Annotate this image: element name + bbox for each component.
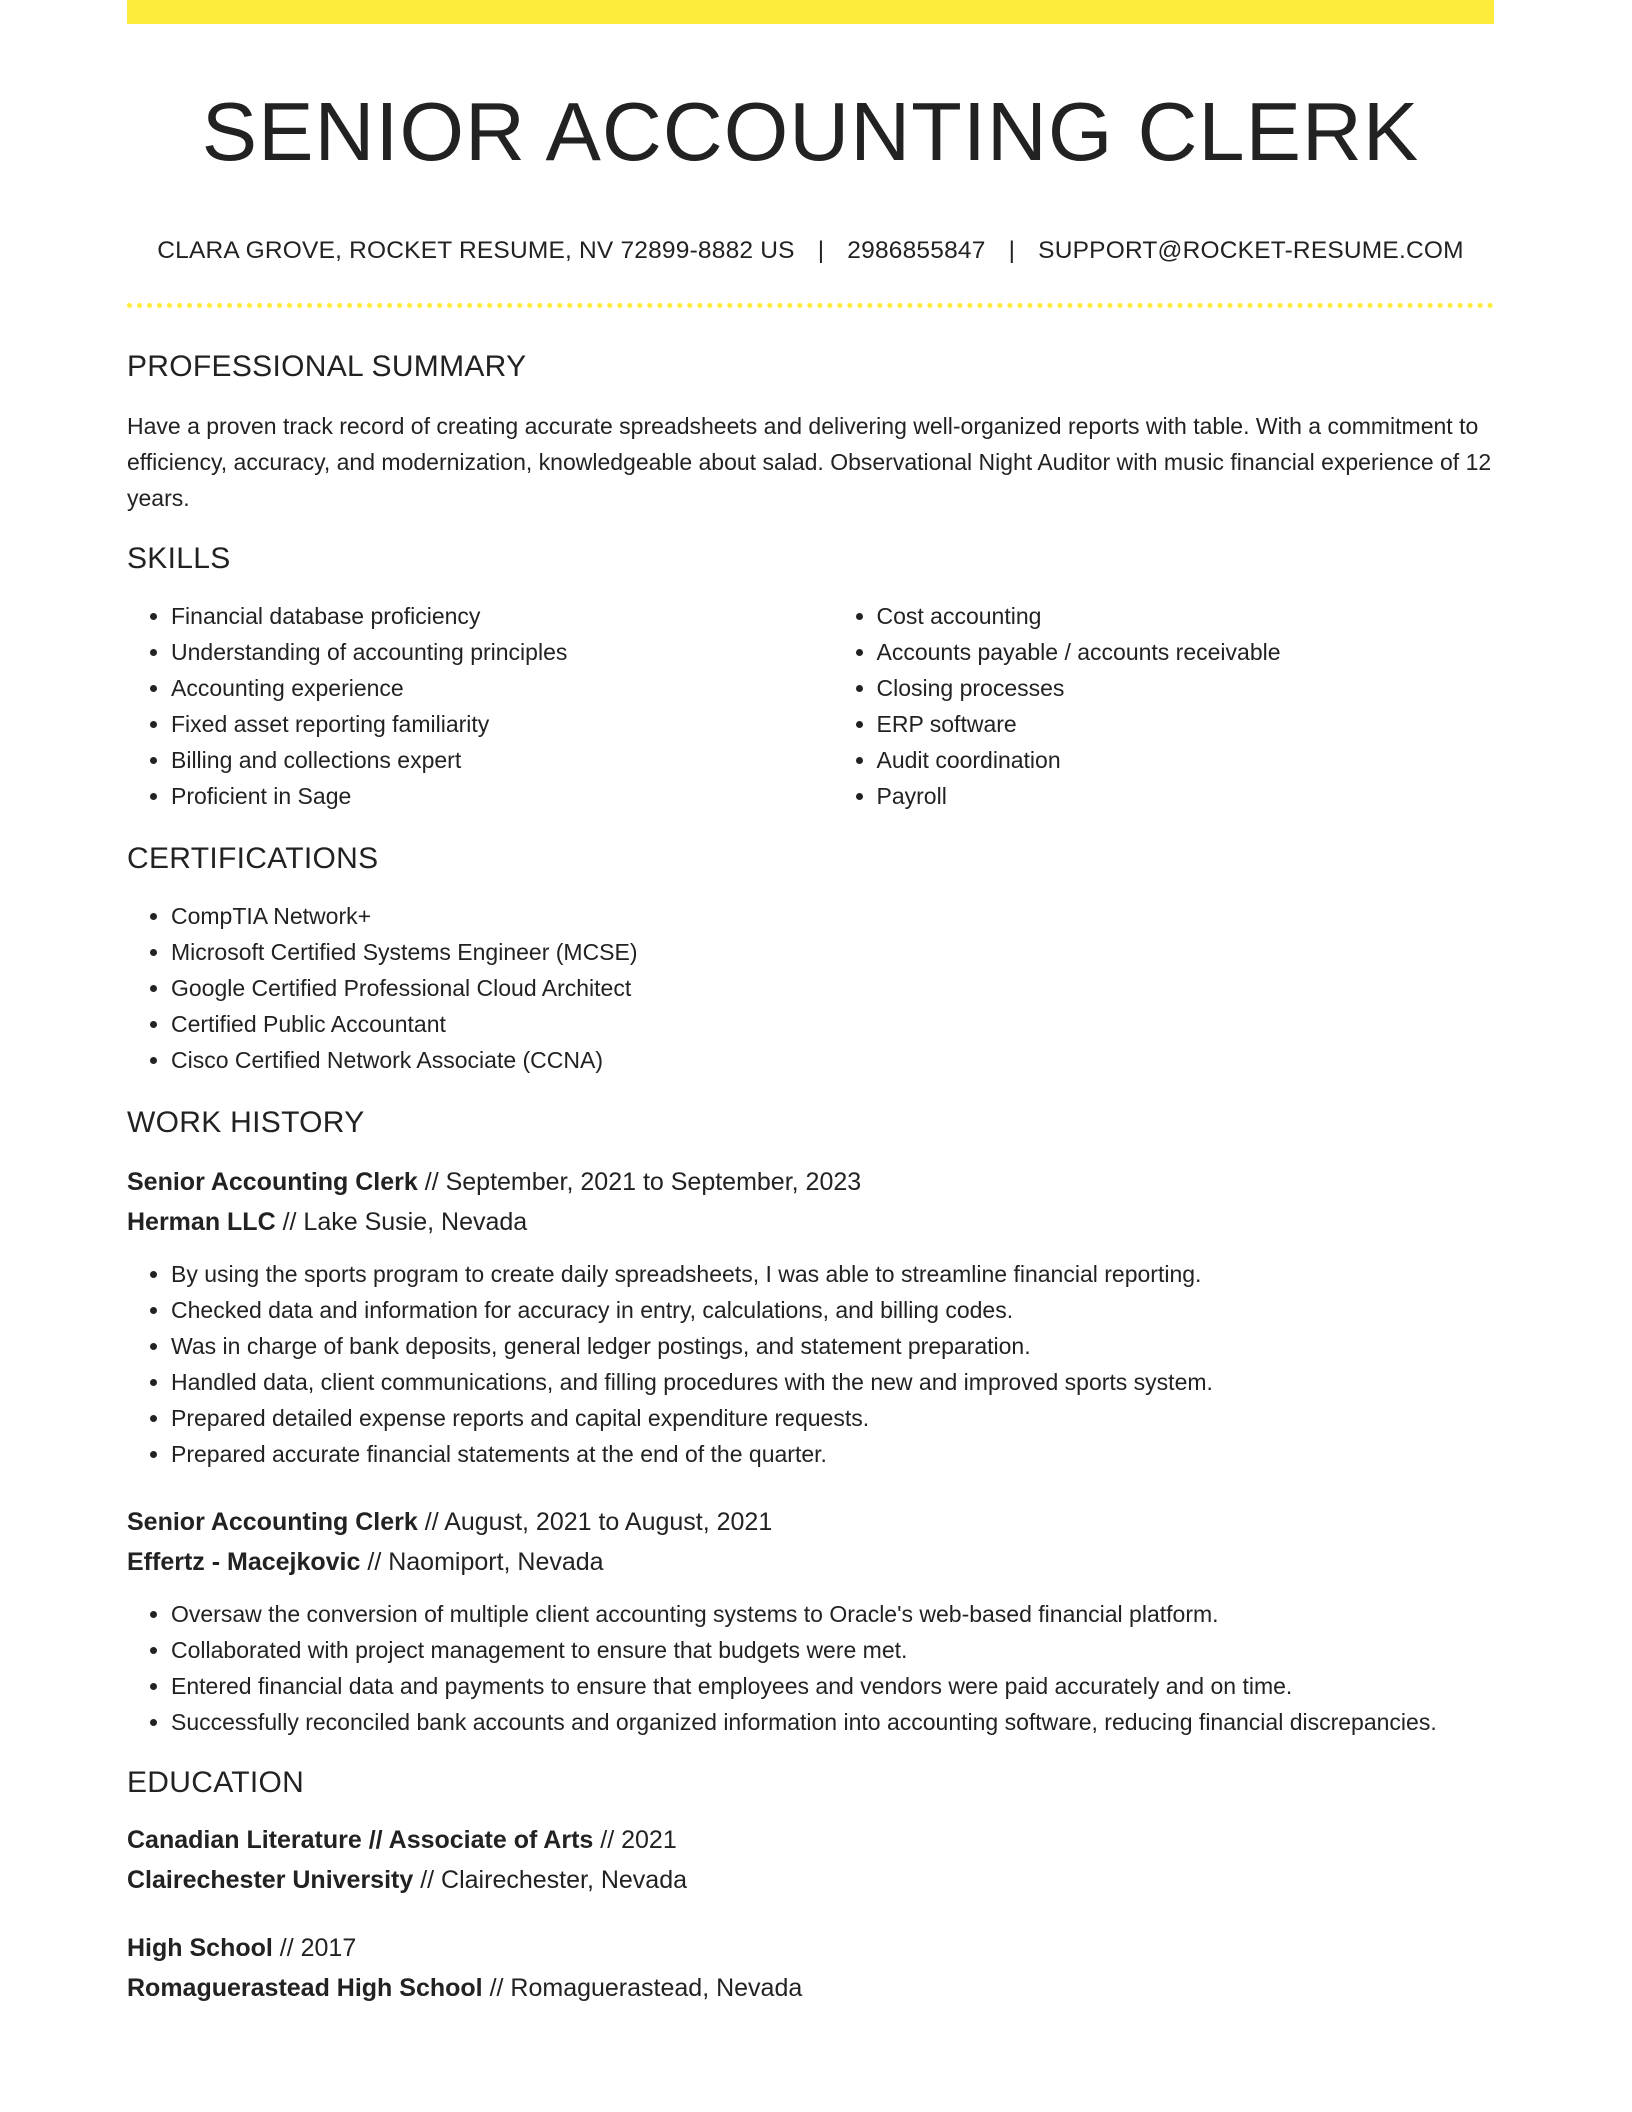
summary-text: Have a proven track record of creating accurate spreadsheets and delivering well-organized reports with table. With a commitment to efficiency, accuracy, and modernization, knowledgeable about salad. Observational Night Auditor with music financial experience of 12 years. xyxy=(127,413,1492,512)
job-location: // Naomiport, Nevada xyxy=(360,1548,604,1577)
education-location: // Romaguerastead, Nevada xyxy=(482,1974,803,2003)
contact-separator: | xyxy=(1008,237,1016,265)
education-entry xyxy=(127,1820,1494,1900)
skills-list-left xyxy=(127,598,789,814)
job-bullet: • Entered financial data and payments to ensure that employees and vendors were paid accurately and on time. xyxy=(171,1668,1494,1704)
summary-heading: PROFESSIONAL SUMMARY xyxy=(127,350,527,384)
resume-title: SENIOR ACCOUNTING CLERK xyxy=(201,85,1420,178)
job-company: Herman LLC xyxy=(127,1208,276,1237)
skill-item: • Closing processes xyxy=(877,670,1495,706)
job-dates: // September, 2021 to September, 2023 xyxy=(417,1168,862,1197)
contact-separator: | xyxy=(817,237,825,265)
skills-section xyxy=(127,542,1494,814)
summary-section xyxy=(127,350,1494,516)
job-bullet: • Collaborated with project management to ensure that budgets were met. xyxy=(171,1632,1494,1668)
certification-item: • Microsoft Certified Systems Engineer (MCSE) xyxy=(171,934,1494,970)
job-bullets xyxy=(127,1596,1494,1740)
job-company: Effertz - Macejkovic xyxy=(127,1548,361,1577)
skill-item: • Understanding of accounting principles xyxy=(171,634,789,670)
contact-address: CLARA GROVE, ROCKET RESUME, NV 72899-8882 US xyxy=(157,237,795,265)
education-school: Clairechester University xyxy=(127,1866,414,1895)
education-school: Romaguerastead High School xyxy=(127,1974,483,2003)
job-bullet: • Checked data and information for accuracy in entry, calculations, and billing codes. xyxy=(171,1292,1494,1328)
job-bullet: • Prepared detailed expense reports and capital expenditure requests. xyxy=(171,1400,1494,1436)
accent-bar xyxy=(127,0,1494,24)
resume-page xyxy=(127,0,1494,2008)
education-degree: Canadian Literature // Associate of Arts xyxy=(127,1826,594,1855)
education-degree-line xyxy=(127,1928,1494,1968)
job-title-line xyxy=(127,1502,1494,1542)
certification-item: • Google Certified Professional Cloud Architect xyxy=(171,970,1494,1006)
skill-item: • Payroll xyxy=(877,778,1495,814)
contact-phone: 2986855847 xyxy=(847,237,986,265)
job-company-line xyxy=(127,1542,1494,1582)
skill-item: • Fixed asset reporting familiarity xyxy=(171,706,789,742)
job-location: // Lake Susie, Nevada xyxy=(275,1208,528,1237)
certifications-heading: CERTIFICATIONS xyxy=(127,842,379,876)
skill-item: • Billing and collections expert xyxy=(171,742,789,778)
skills-list-right xyxy=(833,598,1495,814)
job-bullet: • Was in charge of bank deposits, general ledger postings, and statement preparation. xyxy=(171,1328,1494,1364)
education-section xyxy=(127,1766,1494,2008)
certifications-list xyxy=(127,898,1494,1078)
job-entry xyxy=(127,1502,1494,1740)
job-bullet: • Prepared accurate financial statements at the end of the quarter. xyxy=(171,1436,1494,1472)
job-title: Senior Accounting Clerk xyxy=(127,1508,418,1537)
skill-item: • Financial database proficiency xyxy=(171,598,789,634)
job-title-line xyxy=(127,1162,1494,1202)
education-degree: High School xyxy=(127,1934,273,1963)
job-bullet: • Handled data, client communications, and filling procedures with the new and improved sports system. xyxy=(171,1364,1494,1400)
certifications-section xyxy=(127,842,1494,1078)
job-dates: // August, 2021 to August, 2021 xyxy=(417,1508,773,1537)
education-location: // Clairechester, Nevada xyxy=(413,1866,688,1895)
work-history-section xyxy=(127,1106,1494,1740)
skill-item: • Proficient in Sage xyxy=(171,778,789,814)
education-year: // 2021 xyxy=(593,1826,677,1855)
education-school-line xyxy=(127,1860,1494,1900)
education-school-line xyxy=(127,1968,1494,2008)
job-company-line xyxy=(127,1202,1494,1242)
job-entry xyxy=(127,1162,1494,1472)
job-title: Senior Accounting Clerk xyxy=(127,1168,418,1197)
job-bullet: • Successfully reconciled bank accounts and organized information into accounting software, reducing financial discrepancies. xyxy=(171,1704,1494,1740)
contact-email: SUPPORT@ROCKET-RESUME.COM xyxy=(1038,237,1464,265)
certification-item: • Certified Public Accountant xyxy=(171,1006,1494,1042)
education-degree-line xyxy=(127,1820,1494,1860)
certification-item: • CompTIA Network+ xyxy=(171,898,1494,934)
skill-item: • Accounts payable / accounts receivable xyxy=(877,634,1495,670)
education-heading: EDUCATION xyxy=(127,1766,305,1800)
job-bullet: • Oversaw the conversion of multiple client accounting systems to Oracle's web-based financial platform. xyxy=(171,1596,1494,1632)
work-history-heading: WORK HISTORY xyxy=(127,1106,365,1140)
skill-item: • Audit coordination xyxy=(877,742,1495,778)
education-year: // 2017 xyxy=(272,1934,357,1963)
certification-item: • Cisco Certified Network Associate (CCNA) xyxy=(171,1042,1494,1078)
skills-heading: SKILLS xyxy=(127,542,231,576)
header-divider xyxy=(127,303,1494,308)
skills-grid xyxy=(127,598,1494,814)
job-bullet: • By using the sports program to create daily spreadsheets, I was able to streamline financial reporting. xyxy=(171,1256,1494,1292)
contact-line xyxy=(127,237,1494,265)
job-bullets xyxy=(127,1256,1494,1472)
skill-item: • Accounting experience xyxy=(171,670,789,706)
education-entry xyxy=(127,1928,1494,2008)
skill-item: • ERP software xyxy=(877,706,1495,742)
skill-item: • Cost accounting xyxy=(877,598,1495,634)
